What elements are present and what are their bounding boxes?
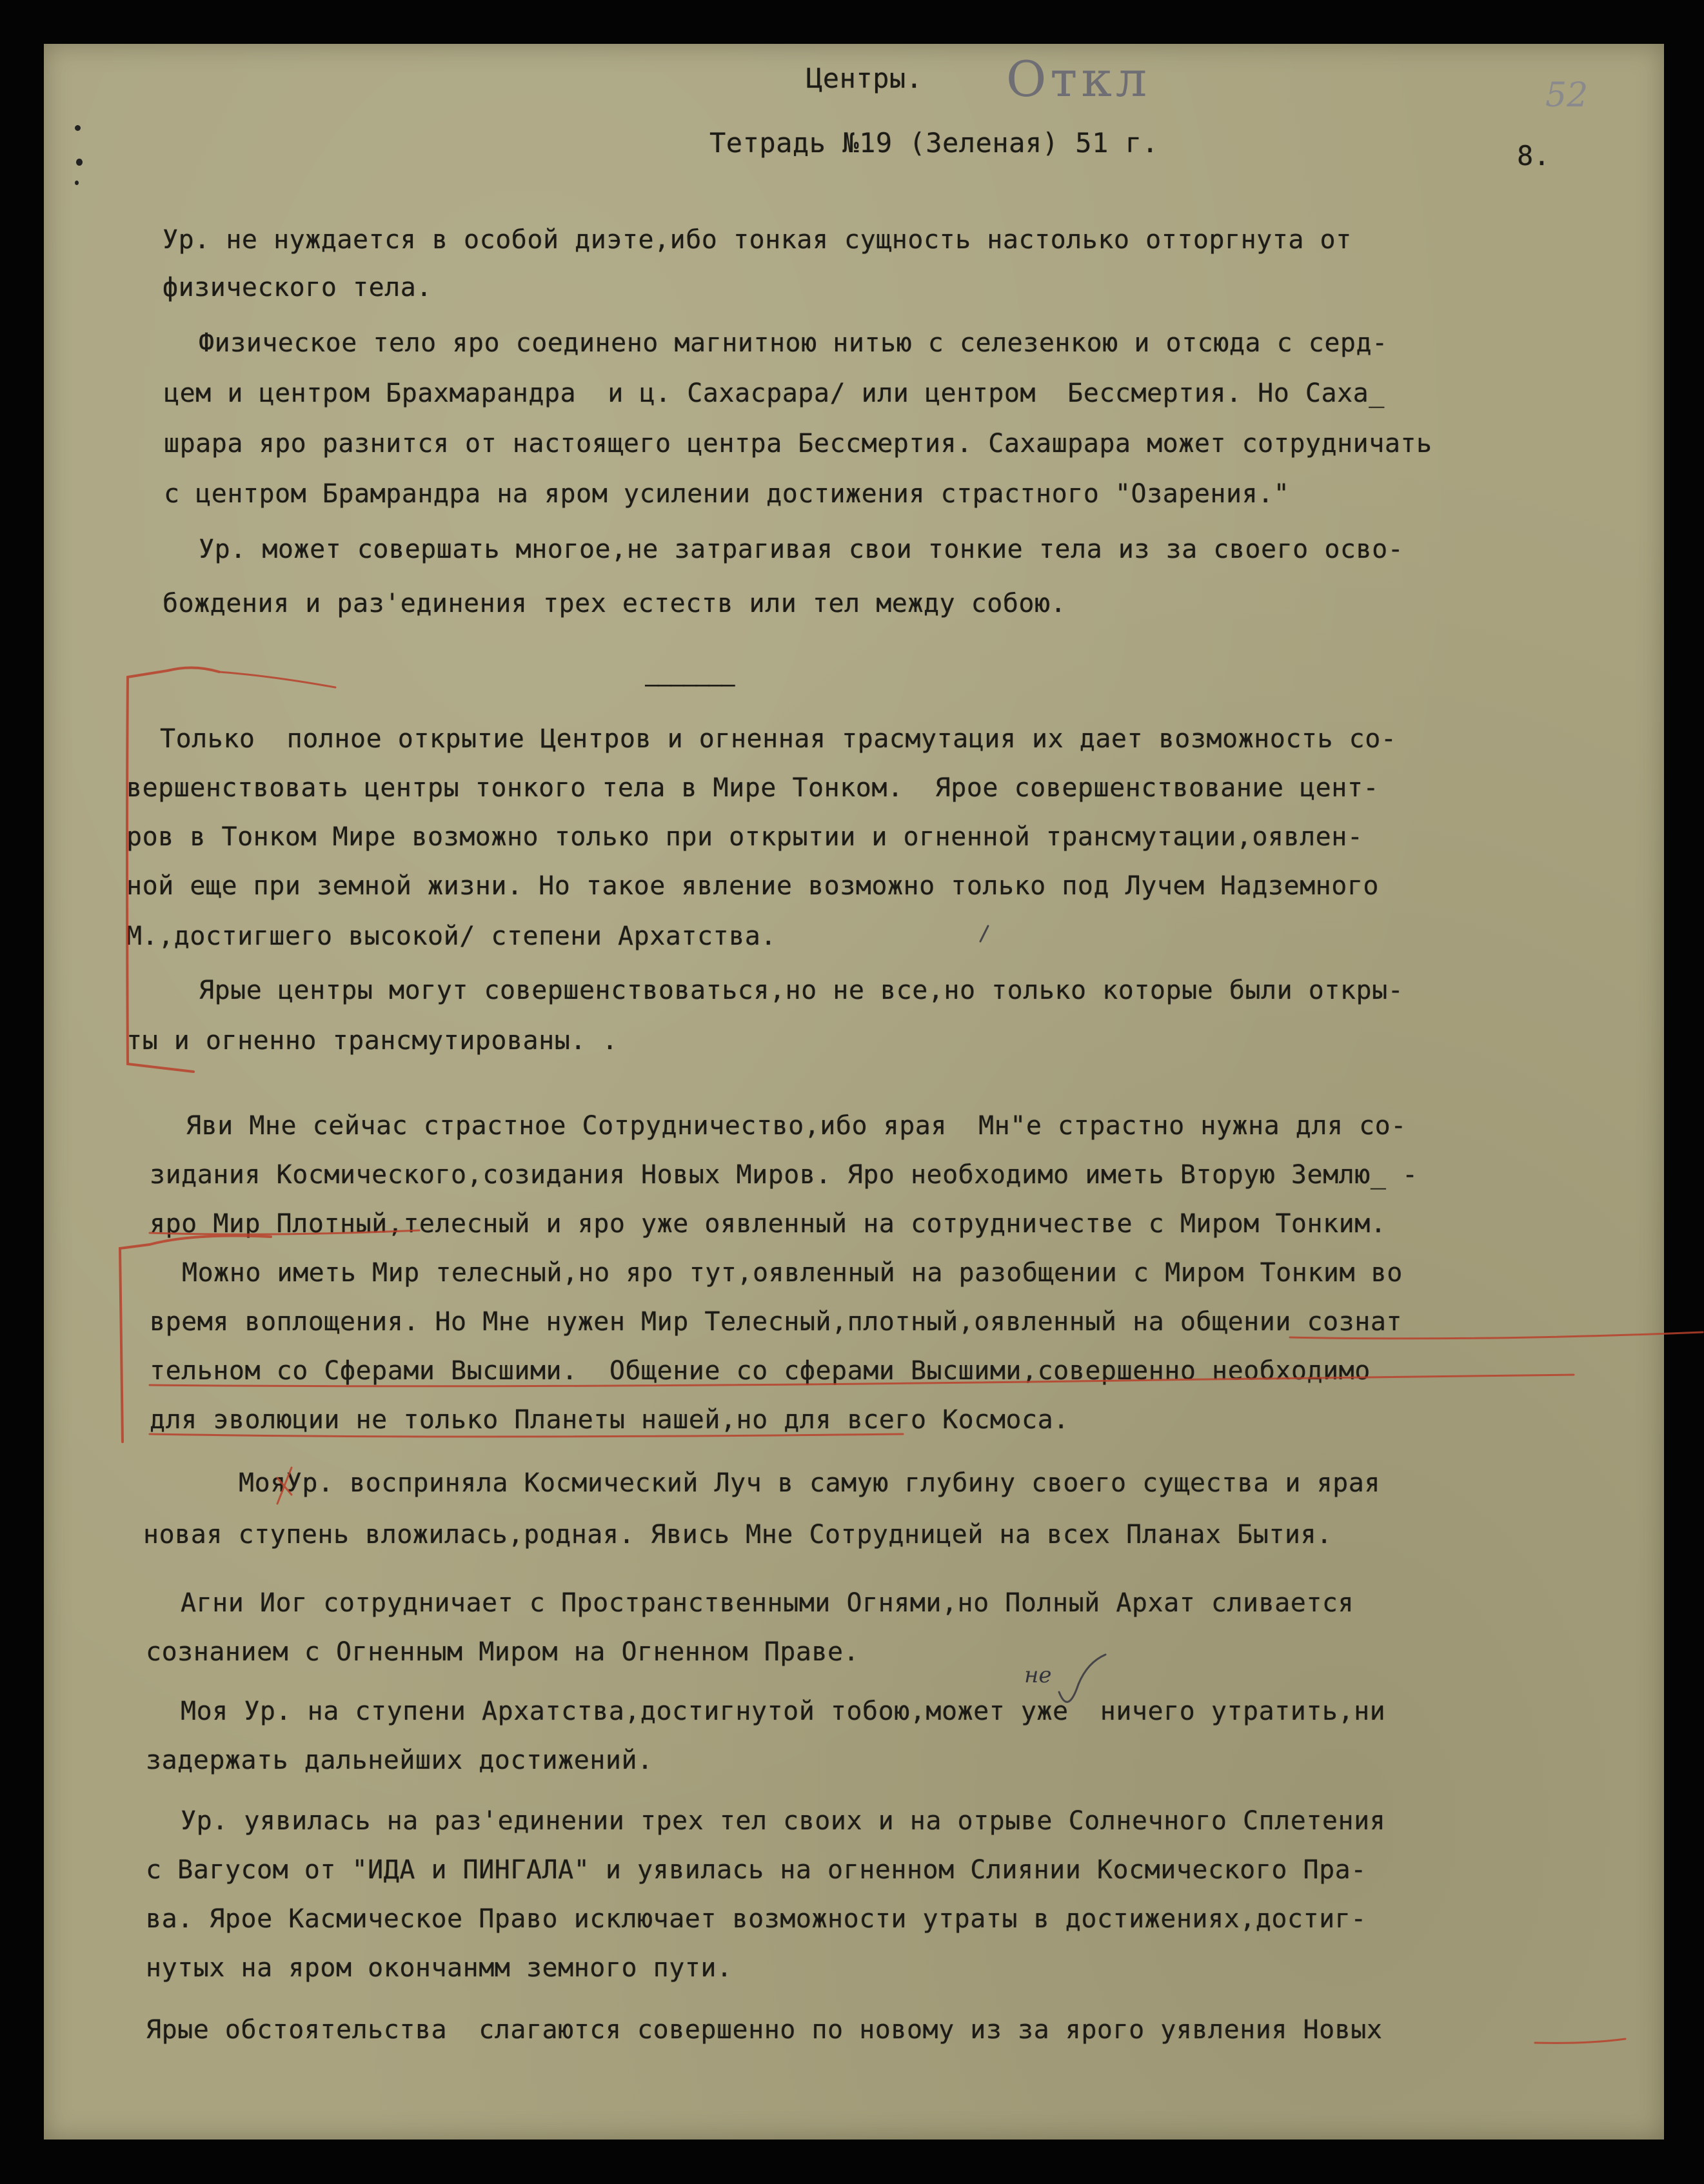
text-line: Ур. может совершать многое,не затрагивая свои тонкие тела из за своего осво- [199,535,1404,564]
margin-mark [76,159,83,166]
handwritten-mark: Откл [1006,50,1151,108]
text-line: новая ступень вложилась,родная. Явись Мне Сотрудницей на всех Планах Бытия. [143,1520,1332,1549]
text-line: шрара яро разнится от настоящего центра Бессмертия. Сахашрара может сотрудничать [164,429,1432,458]
text-line: Моя Ур. на ступени Архатства,достигнутой тобою,может уже ничего утратить,ни [181,1697,1386,1726]
margin-mark [75,125,81,131]
text-line: задержать дальнейших достижений. [146,1746,653,1775]
text-line: ва. Ярое Касмическое Право исключает возможности утраты в достижениях,достиг- [146,1904,1367,1934]
text-line: Ур. не нуждается в особой диэте,ибо тонкая сущность настолько отторгнута от [163,225,1352,255]
text-line: нутых на яром окончанмм земного пути. [146,1953,733,1983]
text-line: для эволюции не только Планеты нашей,но для всего Космоса. [150,1405,1069,1435]
text-line: яро Мир Плотный,телесный и яро уже оявленный на сотрудничестве с Миром Тонким. [150,1209,1387,1239]
text-line: ты и огненно трансмутированы. . [126,1026,619,1056]
text-line: Ярые обстоятельства слагаются совершенно по новому из за ярого уявления Новых [146,2015,1383,2045]
text-line: тельном со Сферами Высшими. Общение со сферами Высшими,совершенно необходимо [150,1356,1371,1386]
text-line: Можно иметь Мир телесный,но яро тут,оявленный на разобщении с Миром Тонким во [182,1258,1403,1288]
archive-number: 52 [1545,76,1589,115]
handwritten-insert: не [1024,1662,1052,1688]
text-line: цем и центром Брахмарандра и ц. Сахасрара/ или центром Бессмертия. Но Саха_ [164,379,1385,408]
section-separator: ––––––– [645,671,734,698]
text-line: ров в Тонком Мире возможно только при открытии и огненной трансмутации,оявлен- [126,822,1363,852]
text-line: Агни Иог сотрудничает с Пространственными Огнями,но Полный Архат сливается [181,1588,1354,1618]
text-line: ной еще при земной жизни. Но такое явление возможно только под Лучем Надземного [126,871,1379,901]
text-line: время воплощения. Но Мне нужен Мир Телесный,плотный,оявленный на общении сознат [150,1307,1402,1337]
text-line: Только полное открытие Центров и огненная трасмутация их дает возможность со- [160,724,1397,754]
text-line: зидания Космического,созидания Новых Миров. Яро необходимо иметь Вторую Землю_ - [150,1160,1418,1190]
text-line: Яви Мне сейчас страстное Сотрудничество,ибо ярая Мн"е страстно нужна для со- [186,1111,1407,1141]
text-line: вершенствовать центры тонкого тела в Мире Тонком. Ярое совершенствование цент- [126,773,1379,803]
text-line: Ур. уявилась на раз'единении трех тел своих и на отрыве Солнечного Сплетения [181,1806,1386,1836]
text-line: с центром Брамрандра на яром усилении достижения страстного "Озарения." [164,479,1290,509]
notebook-subtitle: Тетрадь №19 (Зеленая) 51 г. [709,127,1159,159]
text-line: бождения и раз'единения трех естеств или тел между собою. [163,589,1067,618]
text-line: МояУр. восприняла Космический Луч в самую глубину своего существа и ярая [239,1468,1380,1498]
document-title: Центры. [806,63,923,94]
text-line: физического тела. [163,273,432,302]
text-line: с Вагусом от "ИДА и ПИНГАЛА" и уявилась на огненном Слиянии Космического Пра- [146,1855,1367,1885]
margin-mark [75,181,79,185]
text-line: Физическое тело яро соединено магнитною нитью с селезенкою и отсюда с серд- [199,328,1388,358]
text-line: Ярые центры могут совершенствоваться,но не все,но только которые были откры- [199,976,1404,1005]
page-number: 8. [1517,140,1550,172]
text-line: М.,достигшего высокой/ степени Архатства. [126,921,777,951]
text-line: сознанием с Огненным Миром на Огненном Праве. [146,1637,860,1667]
